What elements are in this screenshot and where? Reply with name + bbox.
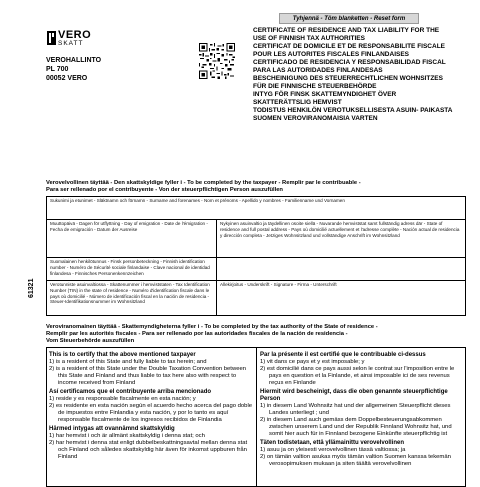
title-es: CERTIFICADO DE RESIDENCIA Y RESPONSABILIDAD FISCAL PARA LAS AUTORIDADES FINLANDESAS: [253, 59, 446, 74]
foreign-tin-field[interactable]: [46, 280, 217, 316]
certification-item: 1) reside y es responsable fiscalmente en esta nación; y: [49, 396, 196, 402]
address-line-2: PL 700: [46, 66, 69, 73]
sender-address: [46, 56, 101, 83]
section-2-heading-line-3: Vom Steuerbehörde auszufüllen: [46, 338, 135, 344]
residence-address-field[interactable]: [216, 219, 466, 258]
section-2-heading-line-1: Veroviranomainen täyttää - Skattemyndigheterna fyller i - To be completed by the tax authority of the State of residence -: [46, 324, 378, 330]
certification-item: 1) har hemvist i och är allmänt skattskyldig i denna stat; och: [49, 433, 205, 439]
certification-heading: Härmed intygas att ovannämnd skattskyldig: [49, 426, 175, 432]
certification-heading: Par la présente il est certifié que le contribuable ci-dessus: [260, 352, 426, 358]
certification-item: 2) on tämän valtion asukas myös tämän valtion Suomen kanssa tekemän verosopimuksen mukaan ja siten täältä verovelvollinen: [260, 454, 451, 467]
qr-code: [199, 43, 235, 79]
foreign-tin-label: Verotunniste asuinvaltiossa - Skattenummer i hemviststaten - Tax Identification Number (TIN) in the state of residence - Numéro d'identification fiscale dans le pays où domicilié - Número de identificación fiscal en la nación de residencia - Steuer-Identifikationsnummer im Wohnsitzland: [50, 282, 210, 305]
title-en: CERTIFICATE OF RESIDENCE AND TAX LIABILITY FOR THE USE OF FINNISH TAX AUTHORITIES: [253, 27, 440, 42]
certification-item: 2) in diesem Land auch gemäss dem Doppelbesteuerungsabkommen zwischen unserem Land und der Republik Finnland Wohnsitz hat, und somit hier auch für in Finnland bezogene Einkünfte steuerpflichtig ist: [260, 417, 452, 437]
certification-heading: This is to certify that the above mentioned taxpayer: [49, 352, 196, 358]
title-de: BESCHEINIGUNG DES STEUERRECHTLICHEN WOHNSITZES FÜR DIE FINNISCHE STEUERBEHÖRDE: [253, 75, 443, 90]
certification-item: 2) is a resident of this State under the Double Taxation Convention between this State and Finland and thus liable to tax here also with respect to income received from Finland: [49, 366, 247, 386]
emigration-label: Muuttopäivä - Dagen för utflyttning - Day of emigration - Date de l'émigration - Fecha de emigración - Datum der Ausreise: [50, 221, 208, 232]
certification-right-column: [260, 350, 464, 468]
form-code: 61321: [28, 278, 35, 298]
residence-address-label: Nykyinen asuinvaltio ja täydellinen osoite siellä - Nuvarande hemviststat samt fullständig adress där - State of residence and full postal address - Pays où domicilié actuellement et l'adresse complète - Nación actual de residencia y dirección completa - Jetziges Wohnsitzland und vollständige Anschrift im Wohnsitzland: [220, 221, 460, 238]
address-line-1: VEROHALLINTO: [46, 57, 102, 64]
address-line-3: 00052 VERO: [46, 75, 88, 82]
title-sv: INTYG FÖR FINSK SKATTEMYNDIGHET ÖVER SKATTERÄTTSLIG HEMVIST: [253, 91, 397, 106]
section-2-heading: [46, 324, 466, 345]
finnish-id-label: Suomalainen henkilötunnus - Finsk personbeteckning - Finnish identification number - Numéro de Sécurité sociale finlandaise - Clave nacional de identidad finlandesa - Finnisches Personenkennzeichen: [50, 259, 210, 276]
signature-label: Allekirjoitus - Underskrift - Signature - Firma - Unterschrift: [220, 282, 337, 287]
section-2-heading-line-2: Remplir par les autorités fiscales - Para ser rellenado por las autoridades fiscales de la nación de residencia -: [46, 331, 348, 337]
name-field[interactable]: [46, 196, 466, 220]
emigration-date-field[interactable]: [46, 219, 217, 258]
name-label: Sukunimi ja etunimet - Släktnamn och förnamn - Surname and forenames - Nom et prénoms - Apellido y nombres - Familienname und Vornamen: [50, 198, 345, 203]
certification-item: 1) is a resident of this State and fully liable to tax herein; and: [49, 359, 207, 365]
certification-item: 2) es residente en esta nación según el acuerdo hecho acerca del pago doble de impuestos entre Finlandia y esta nación, y por lo tanto es aquí responsable fiscalmente de los ingresos recibidos de Finlandia: [49, 403, 253, 423]
title-fr: CERTIFICAT DE DOMICILE ET DE RESPONSABILITE FISCALE POUR LES AUTORITES FISCALES FINLANDAISES: [253, 43, 445, 58]
certification-item: 1) in diesem Land Wohnsitz hat und der allgemeinen Steuerpflicht dieses Landes unterliegt ; und: [260, 403, 451, 416]
logo-skatt: SKATT: [58, 40, 84, 47]
certification-item: 1) asuu ja on yleisesti verovelvollinen tässä valtiossa; ja: [260, 447, 406, 453]
certification-heading: Así certificamos que el contribuyente arriba mencionado: [49, 389, 212, 395]
section-1-heading: [46, 180, 466, 194]
vero-logo-icon: [47, 31, 56, 45]
certification-item: 2) har hemvist i denna stat enligt dubbelbeskattningsavtal mellan denna stat och Finland och således skattskyldig här även för inkomst uppburen från Finland: [49, 440, 248, 460]
form-titles: [253, 27, 453, 123]
section-1-heading-line-1: Verovelvollinen täyttää - Den skattskyldige fyller i - To be completed by the taxpayer - Remplir par le contribuable -: [46, 180, 361, 186]
certification-item: 1) vit dans ce pays et y est imposable; y: [260, 359, 365, 365]
certification-left-column: [49, 350, 253, 461]
certification-heading: Hiermit wird bescheinigt, dass die oben genannte steuerpflichtige Person: [260, 389, 448, 402]
empty-cell: [216, 257, 466, 281]
certification-item: 2) est domicilié dans ce pays aussi selon le contrat sur l'imposition entre le pays en question et la Finlande, et ainsi imposable ici de ses revenus reçus en Finlande: [260, 366, 455, 386]
logo-vero: VERO: [58, 29, 92, 41]
title-fi: TODISTUS HENKILÖN VEROTUKSELLISESTA ASUIN- PAIKASTA SUOMEN VEROVIRANOMAISIA VARTEN: [253, 107, 453, 122]
finnish-id-field[interactable]: [46, 257, 217, 281]
logo: [58, 30, 91, 47]
column-divider: [256, 347, 257, 487]
section-1-heading-line-2: Para ser rellenado por el contribuyente - Von der steuerpflichtigen Person auszufüllen: [46, 187, 283, 193]
reset-form-button[interactable]: Tyhjennä - Töm blanketten - Reset form: [279, 13, 419, 24]
signature-field[interactable]: [216, 280, 466, 316]
certification-heading: Täten todistetaan, että yllämainittu verovelvollinen: [260, 440, 405, 446]
